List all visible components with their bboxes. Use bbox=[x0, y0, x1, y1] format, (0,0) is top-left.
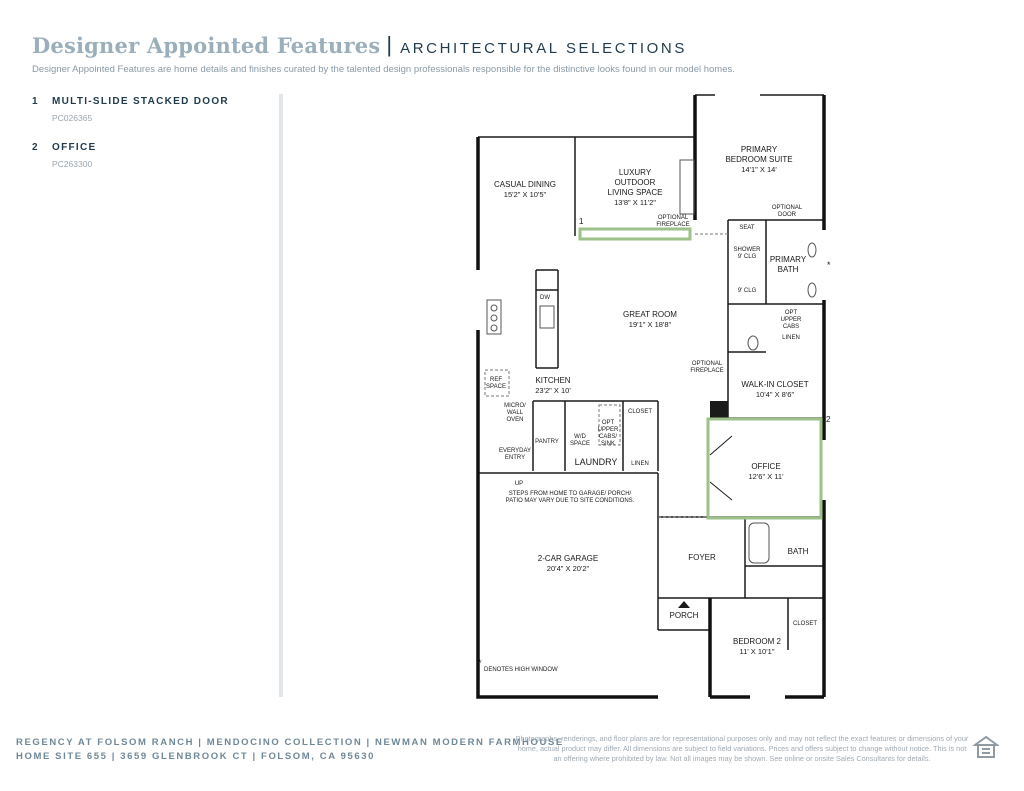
room-kitchen-size: 23'2" X 10' bbox=[535, 386, 571, 395]
room-walk-in-closet-size: 10'4" X 8'6" bbox=[755, 390, 795, 399]
feature-code: PC026365 bbox=[52, 113, 93, 123]
room-outdoor: LIVING SPACE bbox=[607, 188, 663, 197]
feature-marker-2: 2 bbox=[826, 415, 831, 424]
wd-space-label: SPACE bbox=[570, 441, 590, 447]
laundry-label: LAUNDRY bbox=[574, 457, 618, 467]
room-walk-in-closet: WALK-IN CLOSET bbox=[741, 380, 809, 389]
pantry-label: PANTRY bbox=[535, 439, 559, 445]
feature-list bbox=[32, 96, 272, 188]
room-bedroom2-size: 11' X 10'1" bbox=[739, 647, 775, 656]
steps-note: STEPS FROM HOME TO GARAGE/ PORCH/ bbox=[508, 491, 632, 497]
ceiling-label: 9' CLG bbox=[737, 288, 757, 294]
room-great-room: GREAT ROOM bbox=[623, 310, 677, 319]
opt-upper-cabs-sink-label: SINK bbox=[600, 441, 616, 447]
column bbox=[710, 401, 728, 418]
equal-housing-icon bbox=[973, 735, 999, 759]
title-separator: | bbox=[386, 32, 393, 57]
opt-upper-cabs-sink-label: OPT bbox=[601, 420, 615, 426]
micro-wall-oven-label: WALL bbox=[506, 410, 524, 416]
everyday-entry-label: EVERYDAY bbox=[498, 448, 532, 454]
room-porch: PORCH bbox=[669, 611, 699, 620]
room-primary-bath: BATH bbox=[777, 265, 799, 274]
optional-door-label: OPTIONAL bbox=[771, 205, 803, 211]
steps-note: PATIO MAY VARY DUE TO SITE CONDITIONS. bbox=[505, 498, 635, 504]
room-bath: BATH bbox=[787, 547, 809, 556]
opt-upper-cabs-label: UPPER bbox=[780, 317, 802, 323]
closet-label: CLOSET bbox=[627, 409, 653, 415]
room-casual-dining: CASUAL DINING bbox=[494, 180, 556, 189]
footer-address: HOME SITE 655 | 3659 GLENBROOK CT | FOLSOM, CA 95630 bbox=[16, 751, 375, 762]
room-casual-dining-size: 15'2" X 10'5" bbox=[503, 190, 547, 199]
page-description: Designer Appointed Features are home details and finishes curated by the talented design professionals responsible for the distinctive looks found in our model homes. bbox=[32, 64, 735, 75]
ref-space-label: SPACE bbox=[486, 384, 506, 390]
high-window-asterisk: * bbox=[478, 658, 482, 668]
optional-fireplace-label: OPTIONAL bbox=[691, 361, 723, 367]
opt-upper-cabs-sink-label: CABS/ bbox=[598, 434, 618, 440]
feature-item[interactable] bbox=[32, 142, 272, 169]
stacked-door-highlight bbox=[580, 229, 690, 239]
opt-upper-cabs-label: CABS bbox=[782, 324, 800, 330]
micro-wall-oven-label: OVEN bbox=[506, 417, 524, 423]
feature-code: PC263300 bbox=[52, 159, 93, 169]
room-great-room-size: 19'1" X 18'8" bbox=[628, 320, 672, 329]
up-label: UP bbox=[514, 481, 524, 487]
office-doors bbox=[710, 436, 732, 500]
feature-name: MULTI-SLIDE STACKED DOOR bbox=[52, 96, 229, 107]
shower-label: SHOWER bbox=[733, 247, 761, 253]
room-primary-suite-size: 14'1" X 14' bbox=[741, 165, 777, 174]
linen-label: LINEN bbox=[782, 335, 800, 341]
room-primary-suite: PRIMARY bbox=[740, 145, 778, 154]
room-outdoor: LUXURY bbox=[618, 168, 652, 177]
page-header bbox=[32, 33, 687, 59]
community-info bbox=[16, 736, 564, 764]
room-foyer: FOYER bbox=[688, 553, 716, 562]
optional-door-label: DOOR bbox=[778, 212, 796, 218]
feature-item[interactable] bbox=[32, 96, 272, 123]
room-kitchen: KITCHEN bbox=[535, 376, 571, 385]
shower-label: 9' CLG bbox=[737, 254, 757, 260]
micro-wall-oven-label: MICRO/ bbox=[504, 403, 526, 409]
optional-fireplace-label: FIREPLACE bbox=[690, 368, 724, 374]
everyday-entry-label: ENTRY bbox=[504, 455, 526, 461]
porch-arrow bbox=[678, 601, 690, 608]
footer-community: REGENCY AT FOLSOM RANCH | MENDOCINO COLLECTION | NEWMAN MODERN FARMHOUSE bbox=[16, 737, 564, 748]
room-primary-suite: BEDROOM SUITE bbox=[725, 155, 793, 164]
feature-marker-1: 1 bbox=[579, 217, 584, 226]
wd-space-label: W/D bbox=[574, 434, 586, 440]
room-bedroom2: BEDROOM 2 bbox=[732, 637, 782, 646]
feature-number: 2 bbox=[32, 142, 39, 153]
divider bbox=[279, 94, 283, 697]
room-office: OFFICE bbox=[751, 462, 781, 471]
disclaimer: Photographs, renderings, and floor plans are for representational purposes only and may not reflect the exact features or dimensions of your home, actual product may differ. All dimensions are subject to field variations. Prices and offers subject to change without notice. This is not an offering where prohibited by law. Not all images may be shown. See online or onsite Sales Consultants for details. bbox=[515, 734, 969, 763]
dashed-lines bbox=[485, 234, 728, 517]
linen-label: LINEN bbox=[631, 461, 649, 467]
room-primary-bath: PRIMARY bbox=[769, 255, 807, 264]
opt-upper-cabs-sink-label: UPPER bbox=[597, 427, 619, 433]
page-title: Designer Appointed Features bbox=[32, 33, 381, 58]
room-outdoor-size: 13'8" X 11'2" bbox=[614, 198, 656, 207]
closet-label: CLOSET bbox=[792, 621, 818, 627]
opt-upper-cabs-label: OPT bbox=[784, 310, 798, 316]
feature-name: OFFICE bbox=[52, 142, 97, 153]
optional-fireplace-label: OPTIONAL bbox=[657, 215, 689, 221]
room-outdoor: OUTDOOR bbox=[614, 178, 656, 187]
seat-label: SEAT bbox=[739, 225, 755, 231]
page-subtitle: ARCHITECTURAL SELECTIONS bbox=[400, 40, 687, 57]
ref-space-label: REF bbox=[490, 377, 502, 383]
optional-fireplace-label: FIREPLACE bbox=[656, 222, 690, 228]
floor-plan bbox=[440, 86, 840, 701]
dishwasher-label: DW bbox=[540, 295, 550, 301]
room-garage: 2-CAR GARAGE bbox=[537, 554, 599, 563]
room-office-size: 12'6" X 11' bbox=[748, 472, 784, 481]
room-garage-size: 20'4" X 20'2" bbox=[546, 564, 590, 573]
high-window-note: DENOTES HIGH WINDOW bbox=[484, 667, 558, 673]
feature-number: 1 bbox=[32, 96, 39, 107]
high-window-asterisk: * bbox=[827, 260, 831, 270]
